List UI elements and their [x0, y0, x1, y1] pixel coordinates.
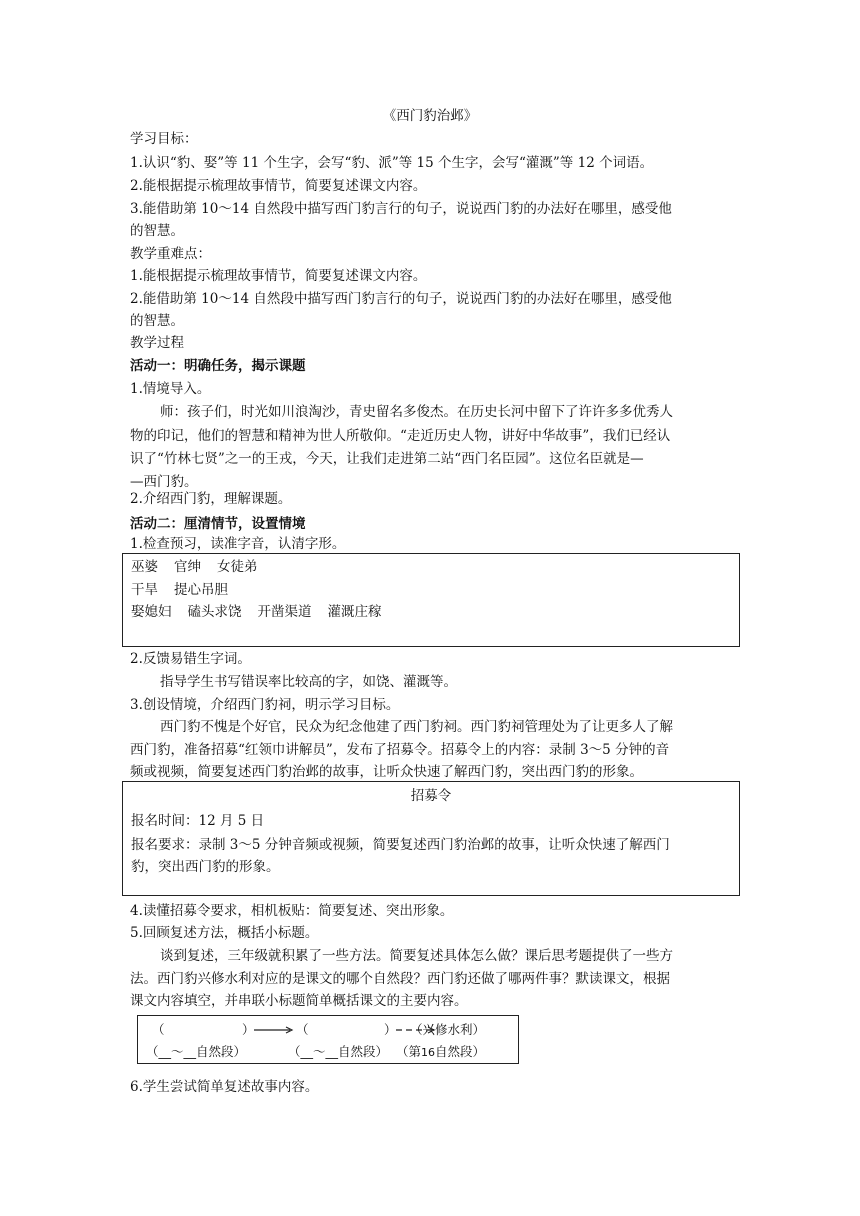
notice-title: 招募令	[410, 788, 452, 804]
key-point-item: 1.能根据提示梳理故事情节，简要复述课文内容。	[130, 268, 427, 284]
vocab-word: 开凿渠道	[257, 604, 312, 620]
key-points-heading: 教学重难点：	[130, 246, 211, 262]
goal-item: 3.能借助第 10～14 自然段中描写西门豹言行的句子，说说西门豹的办法好在哪里，感受他	[130, 201, 672, 217]
vocab-word: 干旱	[131, 582, 158, 598]
document-title: 《西门豹治邺》	[382, 108, 478, 124]
notice-requirement: 报名要求：录制 3～5 分钟音频或视频，简要复述西门豹治邺的故事，让听众快速了解西门	[131, 837, 670, 853]
recruitment-notice-box	[122, 781, 740, 896]
vocab-word: 女徒弟	[217, 559, 258, 575]
vocabulary-row	[131, 603, 398, 621]
activity1-paragraph: 师：孩子们，时光如川浪淘沙，青史留名多俊杰。在历史长河中留下了许许多多优秀人	[160, 404, 673, 420]
activity2-step5: 5.回顾复述方法，概括小标题。	[130, 925, 319, 941]
activity1-paragraph: 识了“竹林七贤”之一的王戎，今天，让我们走进第二站“西门名臣园”。这位名臣就是—	[130, 451, 644, 467]
vocab-word: 巫婆	[131, 559, 158, 575]
key-point-item: 2.能借助第 10～14 自然段中描写西门豹言行的句子，说说西门豹的办法好在哪里，感受他	[130, 291, 672, 307]
flow-box1-paragraphs: （__～__自然段）	[146, 1044, 247, 1059]
subtitle-flow-diagram	[137, 1015, 519, 1064]
goals-heading: 学习目标：	[130, 131, 198, 147]
activity2-step5-paragraph: 谈到复述，三年级就积累了一些方法。简要复述具体怎么做？课后思考题提供了一些方	[160, 948, 673, 964]
goal-item: 的智慧。	[130, 223, 184, 239]
flow-box2-close: ）	[384, 1022, 397, 1037]
goal-item: 2.能根据提示梳理故事情节，简要复述课文内容。	[130, 178, 427, 194]
goal-item: 1.认识“豹、娶”等 11 个生字，会写“豹、派”等 15 个生字，会写“灌溉”等 12 个词语。	[130, 155, 654, 171]
activity2-step5-paragraph: 课文内容填空，并串联小标题简单概括课文的主要内容。	[130, 993, 468, 1009]
activity2-step2: 2.反馈易错生字词。	[130, 651, 251, 667]
vocabulary-row	[131, 581, 244, 599]
flow-box3-suffix: 自然段）	[435, 1044, 486, 1059]
activity1-step1: 1.情境导入。	[130, 381, 211, 397]
vocab-word: 官绅	[174, 559, 201, 575]
vocabulary-box	[122, 553, 740, 647]
activity2-step3: 3.创设情境，介绍西门豹祠，明示学习目标。	[130, 697, 400, 713]
activity2-step4: 4.读懂招募令要求，相机板贴：简要复述、突出形象。	[130, 903, 454, 919]
arrow-right-icon	[254, 1026, 296, 1034]
flow-box3-prefix: （第	[396, 1044, 422, 1059]
flow-box3-label: （兴修水利）	[410, 1022, 486, 1037]
activity2-step5-paragraph: 法。西门豹兴修水利对应的是课文的哪个自然段？西门豹还做了哪两件事？默读课文，根据	[130, 971, 670, 987]
flow-box1-open: （	[152, 1022, 165, 1037]
vocab-word: 娶媳妇	[131, 604, 172, 620]
activity1-step2: 2.介绍西门豹，理解课题。	[130, 491, 292, 507]
activity2-step3-paragraph: 西门豹，准备招募“红领巾讲解员”，发布了招募令。招募令上的内容：录制 3～5 分钟的音	[130, 742, 670, 758]
flow-box3-number: 16	[421, 1046, 436, 1059]
activity1-paragraph: 物的印记，他们的智慧和精神为世人所敬仰。“走近历史人物，讲好中华故事”，我们已经认	[130, 428, 671, 444]
key-point-item: 的智慧。	[130, 313, 184, 329]
activity1-paragraph: —西门豹。	[130, 474, 198, 490]
activity1-heading: 活动一：明确任务，揭示课题	[130, 358, 306, 374]
process-heading: 教学过程	[130, 335, 184, 351]
vocab-word: 磕头求饶	[187, 604, 242, 620]
vocab-word: 灌溉庄稼	[327, 604, 382, 620]
activity2-step1: 1.检查预习，读准字音，认清字形。	[130, 536, 346, 552]
flow-box3-paragraphs	[396, 1042, 485, 1060]
notice-time: 报名时间：12 月 5 日	[131, 813, 265, 829]
vocab-word: 提心吊胆	[174, 582, 228, 598]
activity2-step3-paragraph: 西门豹不愧是个好官，民众为纪念他建了西门豹祠。西门豹祠管理处为了让更多人了解	[160, 719, 673, 735]
flow-box2-paragraphs: （__～__自然段）	[288, 1044, 389, 1059]
activity2-step2-paragraph: 指导学生书写错误率比较高的字，如饶、灌溉等。	[160, 674, 457, 690]
notice-requirement: 豹，突出西门豹的形象。	[131, 859, 280, 875]
flow-box1-close: ）	[242, 1022, 255, 1037]
activity2-step6: 6.学生尝试简单复述故事内容。	[130, 1079, 319, 1095]
flow-box2-open: （	[296, 1022, 309, 1037]
vocabulary-row	[131, 558, 274, 576]
activity2-heading: 活动二：厘清情节，设置情境	[130, 516, 306, 532]
activity2-step3-paragraph: 频或视频，简要复述西门豹治邺的故事，让听众快速了解西门豹，突出西门豹的形象。	[130, 764, 643, 780]
